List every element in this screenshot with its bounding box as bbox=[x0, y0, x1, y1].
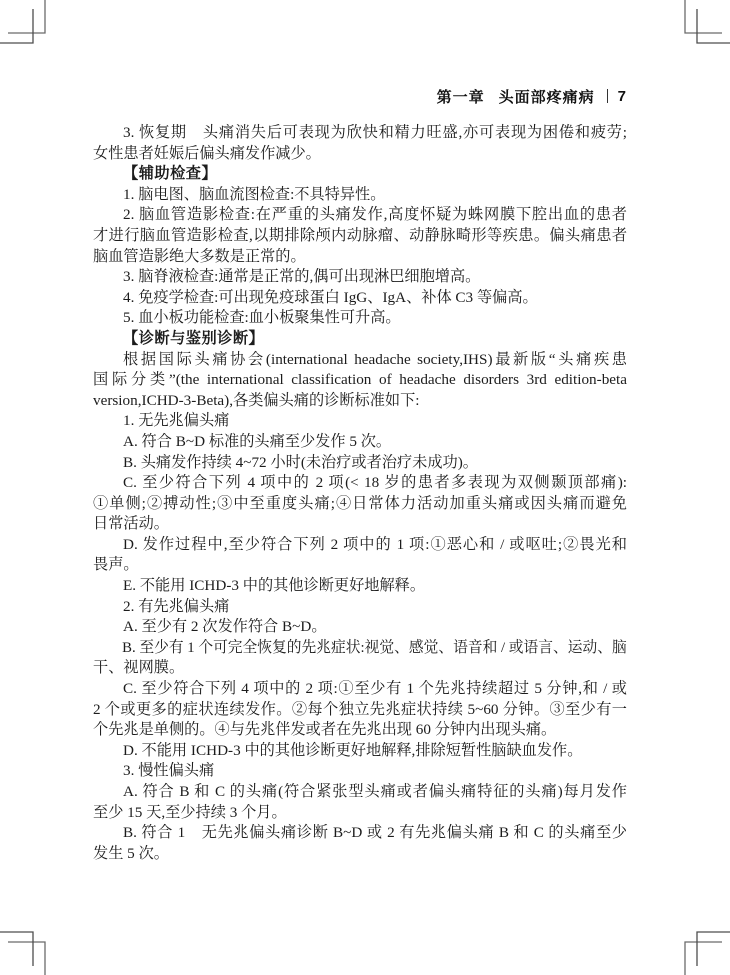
text-line: B. 至少有 1 个可完全恢复的先兆症状:视觉、感觉、语音和 / 或语言、运动、脑 bbox=[122, 638, 627, 656]
text-line: 3. 慢性偏头痛 bbox=[123, 762, 215, 780]
crop-mark-icon bbox=[682, 0, 730, 48]
text-line: 畏声。 bbox=[93, 556, 139, 574]
text-line: A. 至少有 2 次发作符合 B~D。 bbox=[123, 618, 327, 636]
text-line: version,ICHD-3-Beta),各类偏头痛的诊断标准如下: bbox=[93, 391, 420, 409]
crop-mark-icon bbox=[0, 0, 48, 48]
text-line: D. 不能用 ICHD-3 中的其他诊断更好地解释,排除短暂性脑缺血发作。 bbox=[123, 741, 583, 759]
text-line: E. 不能用 ICHD-3 中的其他诊断更好地解释。 bbox=[123, 577, 426, 595]
page-number: 7 bbox=[617, 87, 627, 105]
text-line: 个先兆是单侧的。④与先兆伴发或者在先兆出现 60 分钟内出现头痛。 bbox=[93, 721, 557, 739]
text-line: A. 符合 B~D 标准的头痛至少发作 5 次。 bbox=[123, 432, 392, 450]
text-line: D. 发作过程中,至少符合下列 2 项中的 1 项:①恶心和 / 或呕吐;②畏光和 bbox=[123, 535, 627, 553]
text-line: 2. 有先兆偏头痛 bbox=[123, 597, 230, 615]
text-line: ①单侧;②搏动性;③中至重度头痛;④日常体力活动加重头痛或因头痛而避免 bbox=[93, 494, 627, 512]
chapter-title: 头面部疼痛病 bbox=[498, 88, 595, 106]
text-line: 干、视网膜。 bbox=[93, 659, 185, 677]
text-line: C. 至少符合下列 4 项中的 2 项:①至少有 1 个先兆持续超过 5 分钟,和 / 或 bbox=[123, 680, 627, 698]
text-line: 1. 脑电图、脑血流图检查:不具特异性。 bbox=[123, 185, 386, 203]
text-line: 发生 5 次。 bbox=[93, 844, 169, 862]
text-line: A. 符合 B 和 C 的头痛(符合紧张型头痛或者偏头痛特征的头痛)每月发作 bbox=[123, 783, 627, 800]
text-line: 2. 脑血管造影检查:在严重的头痛发作,高度怀疑为蛛网膜下腔出血的患者 bbox=[123, 206, 627, 224]
text-line: 根据国际头痛协会(international headache society,IHS)最新版“头痛疾患 bbox=[123, 350, 627, 368]
text-line: C. 至少符合下列 4 项中的 2 项(< 18 岁的患者多表现为双侧颞顶部痛): bbox=[123, 474, 627, 492]
crop-mark-icon bbox=[682, 927, 730, 975]
chapter-label: 第一章 bbox=[436, 88, 485, 106]
text-line: 日常活动。 bbox=[93, 515, 169, 533]
text-line: B. 符合 1 无先兆偏头痛诊断 B~D 或 2 有先兆偏头痛 B 和 C 的头痛至少 bbox=[123, 824, 627, 842]
text-line: 1. 无先兆偏头痛 bbox=[123, 412, 230, 430]
text-line: 4. 免疫学检查:可出现免疫球蛋白 IgG、IgA、补体 C3 等偏高。 bbox=[123, 288, 538, 306]
text-line: 女性患者妊娠后偏头痛发作减少。 bbox=[93, 144, 321, 162]
section-heading: 【辅助检查】 bbox=[123, 165, 218, 183]
text-line: 才进行脑血管造影检查,以期排除颅内动脉瘤、动静脉畸形等疾患。偏头痛患者 bbox=[93, 226, 627, 244]
crop-mark-icon bbox=[0, 927, 48, 975]
text-line: 至少 15 天,至少持续 3 个月。 bbox=[93, 803, 287, 821]
text-line: 5. 血小板功能检查:血小板聚集性可升高。 bbox=[123, 309, 401, 327]
body-text bbox=[93, 123, 627, 864]
text-line: 2 个或更多的症状连续发作。②每个独立先兆症状持续 5~60 分钟。③至少有一 bbox=[93, 700, 627, 718]
text-line: 脑血管造影绝大多数是正常的。 bbox=[93, 247, 306, 265]
text-line: 3. 脑脊液检查:通常是正常的,偶可出现淋巴细胞增高。 bbox=[123, 268, 481, 286]
text-line: 3. 恢复期 头痛消失后可表现为欣快和精力旺盛,亦可表现为困倦和疲劳; bbox=[123, 124, 627, 141]
section-heading: 【诊断与鉴别诊断】 bbox=[123, 329, 265, 347]
text-line: B. 头痛发作持续 4~72 小时(未治疗或者治疗未成功)。 bbox=[123, 453, 478, 471]
text-line: 国际分类”(the international classification of headache disorders 3rd edition-beta bbox=[93, 371, 627, 389]
header-divider bbox=[607, 89, 608, 103]
page-header bbox=[93, 86, 627, 106]
